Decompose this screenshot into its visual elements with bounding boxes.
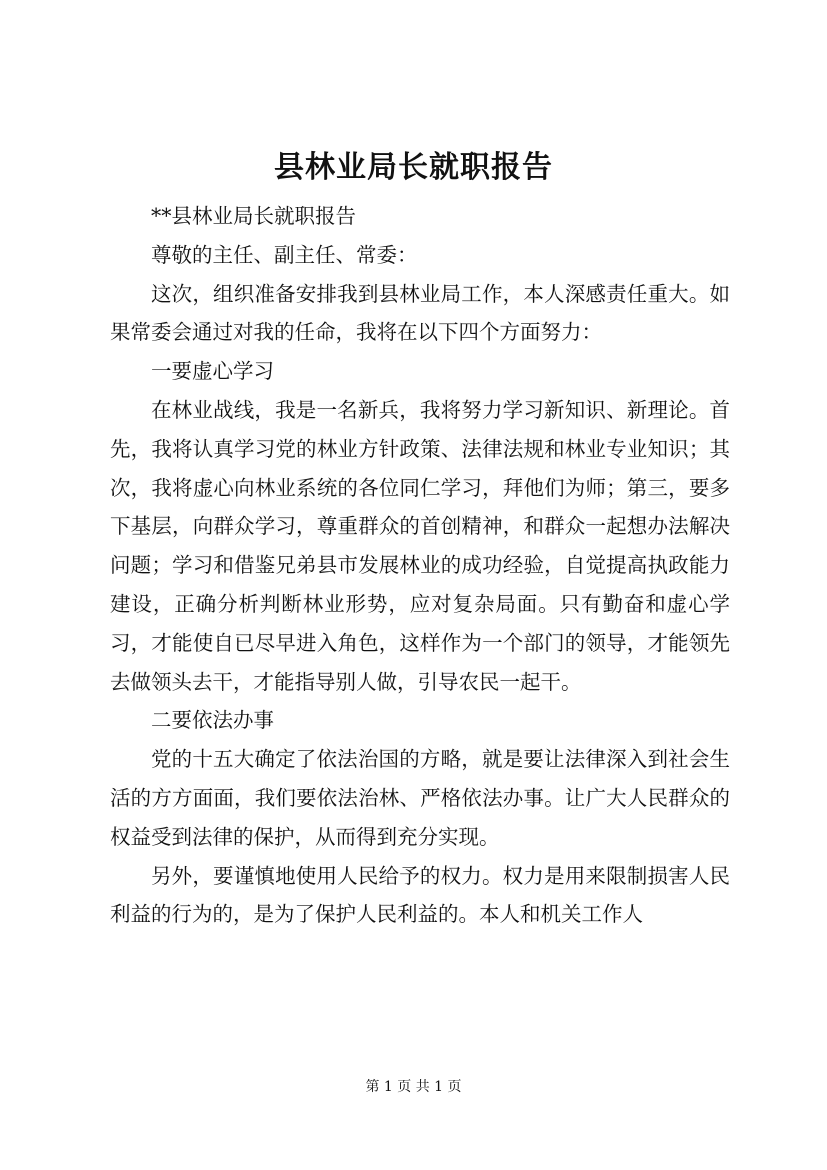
paragraph-section-1: 在林业战线，我是一名新兵，我将努力学习新知识、新理论。首先，我将认真学习党的林业方针政策、法律法规和林业专业知识；其次，我将虚心向林业系统的各位同仁学习，拜他们为师；第三，要多下基层，向群众学习，尊重群众的首创精神，和群众一起想办法解决问题；学习和借鉴兄弟县市发展林业的成功经验，自觉提高执政能力建设，正确分析判断林业形势，应对复杂局面。只有勤奋和虚心学习，才能使自已尽早进入角色，这样作为一个部门的领导，才能领先去做领头去干，才能指导别人做，引导农民一起干。 xyxy=(110,397,730,694)
document-body xyxy=(110,197,730,934)
page-footer: 第 1 页 共 1 页 xyxy=(365,1079,462,1095)
section-heading-2: 二要依法办事 xyxy=(151,708,274,733)
paragraph-intro: 这次，组织准备安排我到县林业局工作，本人深感责任重大。如果常委会通过对我的任命，我将在以下四个方面努力： xyxy=(110,281,730,345)
paragraph-additional: 另外，要谨慎地使用人民给予的权力。权力是用来限制损害人民利益的行为的，是为了保护人民利益的。本人和机关工作人 xyxy=(110,863,730,927)
paragraph-subtitle: **县林业局长就职报告 xyxy=(151,204,356,228)
section-heading-1: 一要虚心学习 xyxy=(151,359,274,384)
document-title: 县林业局长就职报告 xyxy=(274,150,553,185)
paragraph-salutation: 尊敬的主任、副主任、常委： xyxy=(151,242,418,267)
paragraph-section-2: 党的十五大确定了依法治国的方略，就是要让法律深入到社会生活的方方面面，我们要依法治林、严格依法办事。让广大人民群众的权益受到法律的保护，从而得到充分实现。 xyxy=(110,747,730,849)
